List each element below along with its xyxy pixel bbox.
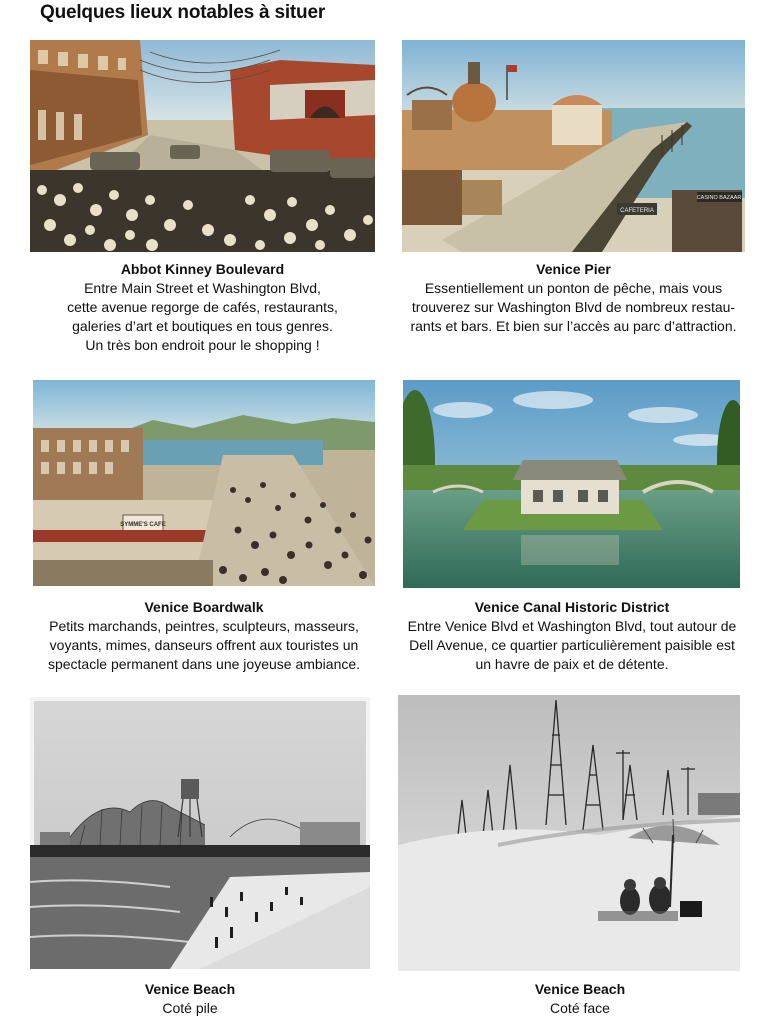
place-title: Venice Boardwalk (144, 599, 264, 615)
place-description-line: Entre Venice Blvd et Washington Blvd, tout autour de (407, 618, 737, 634)
photo-venice-canal-historic-district (403, 380, 740, 588)
place-description-line: trouverez sur Washington Blvd de nombreux restau- (411, 299, 736, 315)
place-description-line: cette avenue regorge de cafés, restaurants, (67, 299, 338, 315)
photo-venice-boardwalk (33, 380, 375, 586)
caption-venice-beach-cote-pile (30, 980, 350, 1018)
photo-venice-pier (402, 40, 745, 252)
place-description-line: Entre Main Street et Washington Blvd, (84, 280, 321, 296)
caption-venice-canal-historic-district (396, 598, 748, 674)
place-title: Abbot Kinney Boulevard (120, 261, 285, 277)
place-description-line: galeries d’art et boutiques en tous genres. (72, 318, 333, 334)
place-title: Venice Canal Historic District (474, 599, 670, 615)
casino-bazaar-sign: CASINO BAZAAR (696, 195, 742, 201)
place-title: Venice Beach (144, 981, 236, 997)
caption-abbot-kinney-boulevard (30, 260, 375, 355)
place-description-line: Coté face (550, 1000, 610, 1016)
photo-abbot-kinney-boulevard (30, 40, 375, 252)
place-title: Venice Pier (536, 261, 611, 277)
page-title: Quelques lieux notables à situer (40, 2, 326, 23)
place-description-line: Essentiellement un ponton de pêche, mais vous (424, 280, 723, 296)
photo-venice-beach-cote-face (398, 695, 740, 971)
place-description-line: Dell Avenue, ce quartier particulièrement paisible est (409, 637, 735, 653)
place-description-line: Petits marchands, peintres, sculpteurs, masseurs, (49, 618, 359, 634)
place-description-line: rants et bars. Et bien sur l’accès au parc d’attraction. (410, 318, 737, 334)
photo-venice-beach-cote-pile (30, 697, 370, 969)
place-description-line: un havre de paix et de détente. (475, 656, 669, 672)
caption-venice-beach-cote-face (420, 980, 740, 1018)
caption-venice-boardwalk (28, 598, 380, 674)
place-title: Venice Beach (534, 981, 626, 997)
place-description-line: Un très bon endroit pour le shopping ! (85, 337, 320, 353)
cafeteria-sign: CAFETERIA (620, 208, 654, 214)
caption-venice-pier (392, 260, 755, 336)
place-description-line: voyants, mimes, danseurs offrent aux touristes un (49, 637, 359, 653)
place-description-line: Coté pile (162, 1000, 218, 1016)
place-description-line: spectacle permanent dans une joyeuse ambiance. (47, 656, 361, 672)
symmes-cafe-sign: SYMME'S CAFE (120, 522, 166, 528)
